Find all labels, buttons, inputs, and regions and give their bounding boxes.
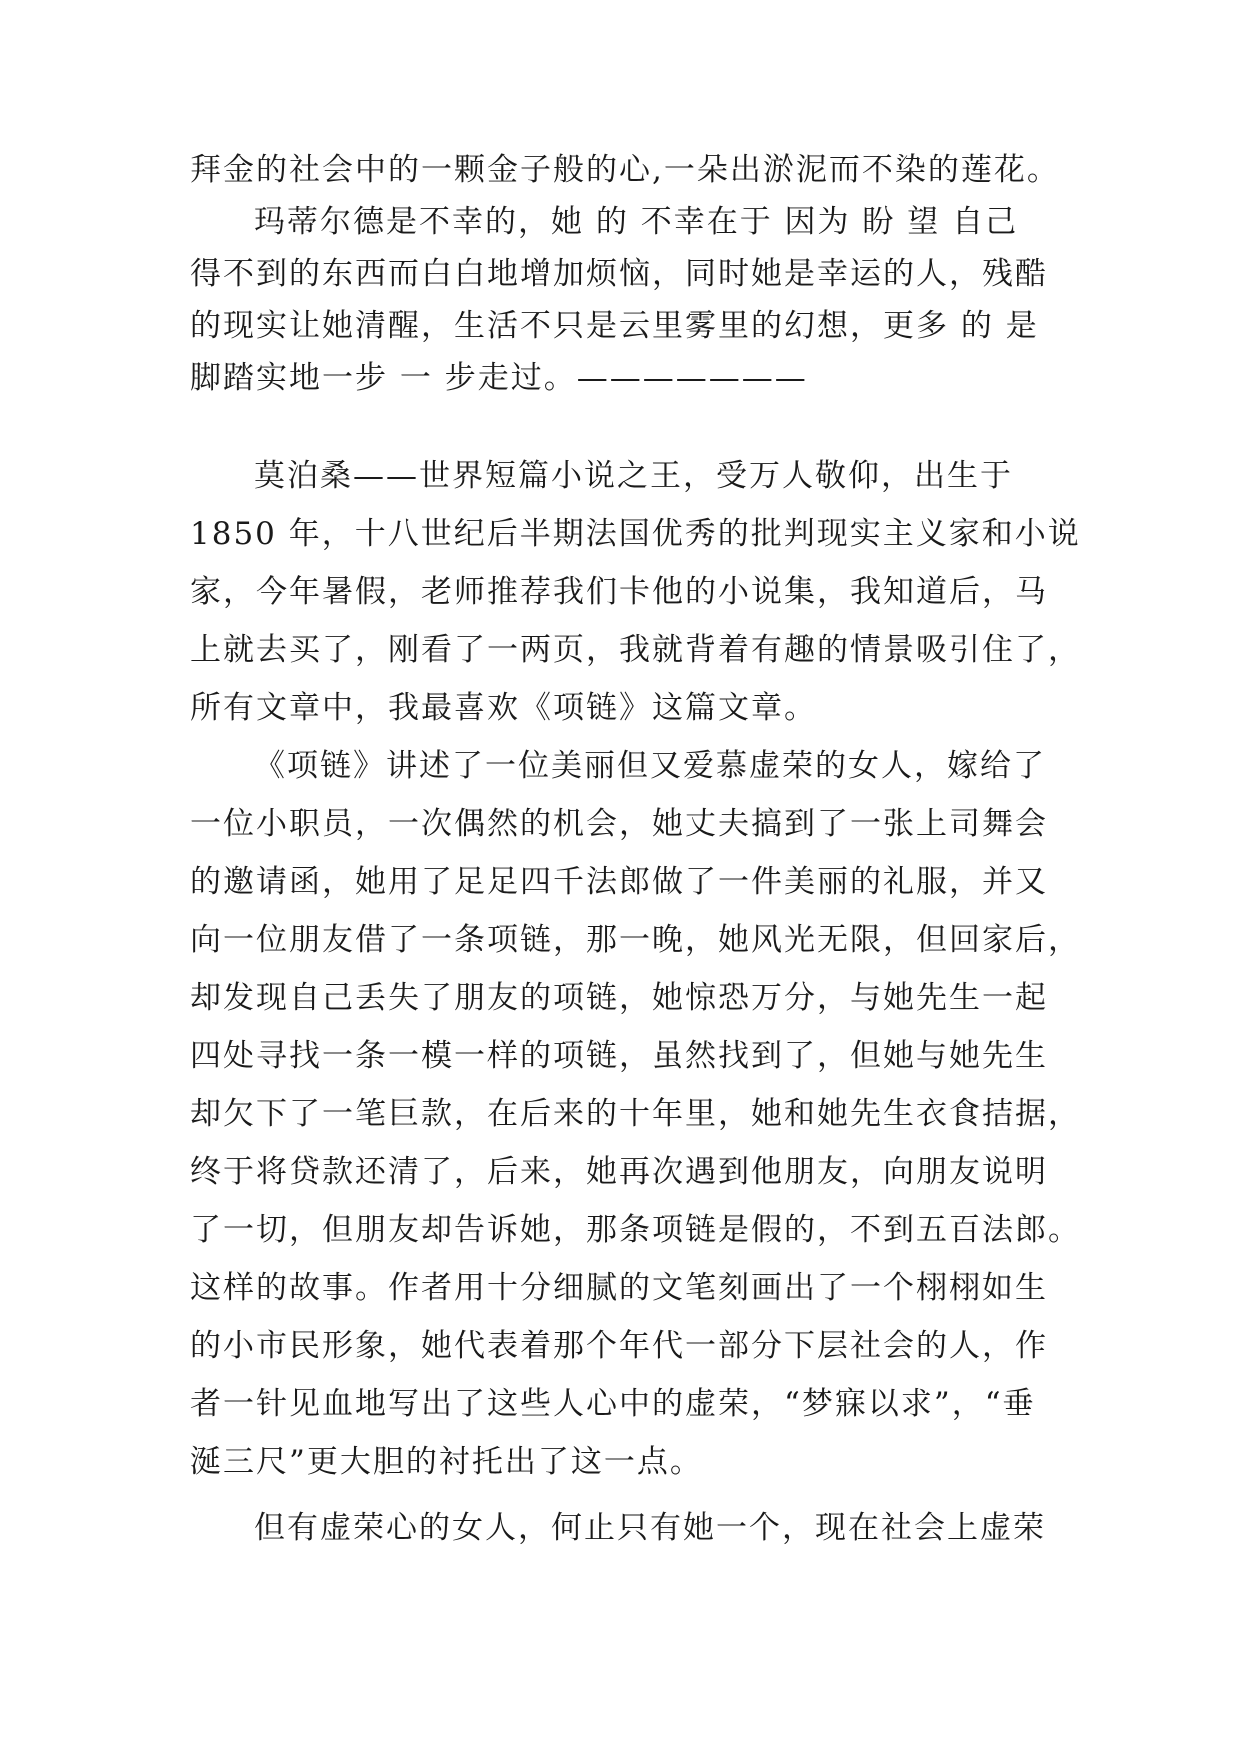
paragraph-start-line: 《项链》讲述了一位美丽但又爱慕虚荣的女人，嫁给了 <box>254 748 1046 784</box>
text-line: 得不到的东西而白白地增加烦恼，同时她是幸运的人，残酷 <box>190 256 1048 292</box>
paragraph-start-line: 但有虚荣心的女人，何止只有她一个，现在社会上虚荣 <box>254 1510 1046 1546</box>
text-line: 这样的故事。作者用十分细腻的文笔刻画出了一个栩栩如生 <box>190 1270 1048 1306</box>
text-line: 1850 年，十八世纪后半期法国优秀的批判现实主义家和小说 <box>190 516 1081 552</box>
text-line: 者一针见血地写出了这些人心中的虚荣，“梦寐以求”，“垂 <box>190 1386 1036 1422</box>
text-line: 上就去买了，刚看了一两页，我就背着有趣的情景吸引住了， <box>190 632 1081 668</box>
text-line: 的小市民形象，她代表着那个年代一部分下层社会的人，作 <box>190 1328 1048 1364</box>
text-line: 的现实让她清醒，生活不只是云里雾里的幻想，更多 的 是 <box>190 308 1039 344</box>
text-line: 了一切，但朋友却告诉她，那条项链是假的，不到五百法郎。 <box>190 1212 1081 1248</box>
paragraph-start-line: 莫泊桑——世界短篇小说之王，受万人敬仰，出生于 <box>254 458 1013 494</box>
text-line: 一位小职员，一次偶然的机会，她丈夫搞到了一张上司舞会 <box>190 806 1048 842</box>
text-line: 拜金的社会中的一颗金子般的心,一朵出淤泥而不染的莲花。 <box>190 152 1060 188</box>
text-line: 却发现自己丢失了朋友的项链，她惊恐万分，与她先生一起 <box>190 980 1048 1016</box>
text-line: 向一位朋友借了一条项链，那一晚，她风光无限，但回家后， <box>190 922 1081 958</box>
text-line: 家，今年暑假，老师推荐我们卡他的小说集，我知道后，马 <box>190 574 1048 610</box>
paragraph-start-line: 玛蒂尔德是不幸的，她 的 不幸在于 因为 盼 望 自己 <box>254 204 1019 240</box>
text-line: 却欠下了一笔巨款，在后来的十年里，她和她先生衣食拮据， <box>190 1096 1081 1132</box>
text-line: 终于将贷款还清了，后来，她再次遇到他朋友，向朋友说明 <box>190 1154 1048 1190</box>
text-line: 的邀请函，她用了足足四千法郎做了一件美丽的礼服，并又 <box>190 864 1048 900</box>
text-line: 所有文章中，我最喜欢《项链》这篇文章。 <box>190 690 817 726</box>
text-line: 四处寻找一条一模一样的项链，虽然找到了，但她与她先生 <box>190 1038 1048 1074</box>
text-line: 脚踏实地一步 一 步走过。——————— <box>190 360 808 396</box>
text-line: 涎三尺”更大胆的衬托出了这一点。 <box>190 1444 703 1480</box>
